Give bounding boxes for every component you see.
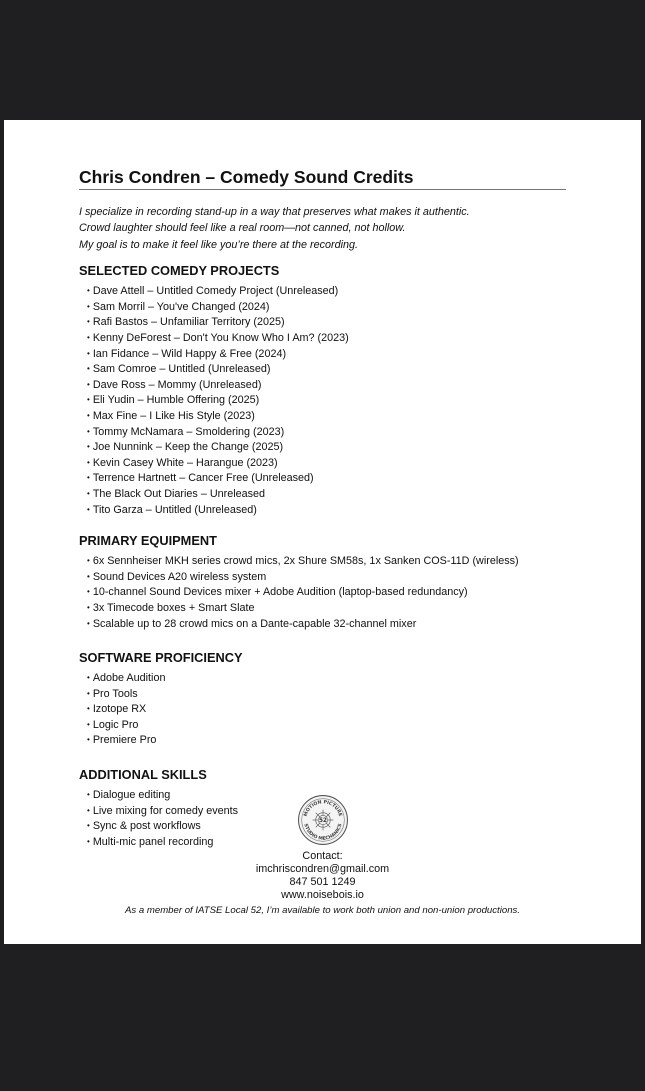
intro-paragraph: [79, 204, 566, 253]
bullet-icon: •: [87, 587, 90, 597]
bullet-icon: •: [87, 688, 90, 698]
union-note: As a member of IATSE Local 52, I’m available to work both union and non-union productions.: [125, 905, 520, 916]
list-item-text: Izotope RX: [92, 703, 147, 716]
list-item-text: Kevin Casey White – Harangue (2023): [92, 456, 278, 469]
resume-content: [79, 166, 566, 850]
contact-label: Contact:: [302, 850, 343, 862]
bullet-icon: •: [87, 457, 90, 467]
bullet-icon: •: [87, 504, 90, 514]
list-item-text: Tito Garza – Untitled (Unreleased): [92, 503, 257, 516]
list-item-text: Dave Attell – Untitled Comedy Project (Unreleased): [92, 285, 339, 298]
list-item-text: Joe Nunnink – Keep the Change (2025): [92, 441, 284, 454]
page-title: Chris Condren – Comedy Sound Credits: [79, 166, 566, 190]
list-item: [87, 687, 566, 703]
list-item-text: Ian Fidance – Wild Happy & Free (2024): [92, 347, 287, 360]
bullet-icon: •: [87, 410, 90, 420]
list-item-text: Scalable up to 28 crowd mics on a Dante-capable 32-channel mixer: [92, 617, 417, 630]
seal-number: 52: [319, 818, 327, 825]
list-item-text: Sync & post workflows: [92, 820, 201, 833]
intro-line: My goal is to make it feel like you’re there at the recording.: [79, 238, 359, 251]
list-item: [87, 487, 566, 503]
list-item-text: Eli Yudin – Humble Offering (2025): [92, 394, 260, 407]
seal-top-text: MOTION PICTURE: [303, 800, 343, 818]
contact-block: [8, 850, 637, 917]
list-item-text: Dave Ross – Mommy (Unreleased): [92, 378, 262, 391]
bullet-icon: •: [87, 704, 90, 714]
list-item: [87, 702, 566, 718]
list-item: [87, 554, 566, 570]
bullet-icon: •: [87, 426, 90, 436]
list-item-text: Live mixing for comedy events: [92, 804, 239, 817]
bullet-icon: •: [87, 571, 90, 581]
projects-heading: SELECTED COMEDY PROJECTS: [79, 263, 280, 279]
list-item: [87, 585, 566, 601]
bullet-icon: •: [87, 395, 90, 405]
list-item: [87, 393, 566, 409]
list-item-text: Multi-mic panel recording: [92, 835, 214, 848]
bullet-icon: •: [87, 473, 90, 483]
bullet-icon: •: [87, 286, 90, 296]
bullet-icon: •: [87, 790, 90, 800]
list-item-text: The Black Out Diaries – Unreleased: [92, 487, 266, 500]
bullet-icon: •: [87, 379, 90, 389]
bullet-icon: •: [87, 673, 90, 683]
list-item-text: 10-channel Sound Devices mixer + Adobe Audition (laptop-based redundancy): [92, 586, 468, 599]
list-item-text: Sam Morril – You've Changed (2024): [92, 300, 270, 313]
list-item-text: Rafi Bastos – Unfamiliar Territory (2025): [92, 316, 285, 329]
bullet-icon: •: [87, 364, 90, 374]
bullet-icon: •: [87, 719, 90, 729]
intro-line: I specialize in recording stand-up in a way that preserves what makes it authentic.: [79, 206, 470, 218]
list-item: [87, 671, 566, 687]
list-item: [87, 570, 566, 586]
list-item-text: Sam Comroe – Untitled (Unreleased): [92, 363, 271, 376]
list-item-text: Premiere Pro: [92, 734, 157, 747]
list-item-text: Max Fine – I Like His Style (2023): [92, 409, 255, 422]
iatse-local-52-seal-icon: [297, 794, 349, 846]
skills-row: [79, 788, 566, 850]
equipment-heading: PRIMARY EQUIPMENT: [79, 533, 217, 549]
bullet-icon: •: [87, 836, 90, 846]
bullet-icon: •: [87, 317, 90, 327]
list-item: [87, 440, 566, 456]
list-item-text: 6x Sennheiser MKH series crowd mics, 2x Shure SM58s, 1x Sanken COS-11D (wireless): [92, 555, 519, 568]
bullet-icon: •: [87, 301, 90, 311]
list-item: [87, 733, 566, 749]
intro-line: Crowd laughter should feel like a real room—not canned, not hollow.: [79, 222, 406, 235]
list-item-text: Dialogue editing: [92, 789, 171, 802]
list-item: [87, 362, 566, 378]
list-item-text: Sound Devices A20 wireless system: [92, 570, 267, 583]
software-heading: SOFTWARE PROFICIENCY: [79, 650, 243, 666]
bullet-icon: •: [87, 735, 90, 745]
list-item-text: Adobe Audition: [92, 672, 166, 685]
bullet-icon: •: [87, 442, 90, 452]
bullet-icon: •: [87, 556, 90, 566]
resume-page: [4, 120, 641, 944]
list-item-text: Tommy McNamara – Smoldering (2023): [92, 425, 285, 438]
list-item: [87, 331, 566, 347]
seal-bottom-text: STUDIO MECHANICS: [302, 823, 344, 842]
list-item-text: Terrence Hartnett – Cancer Free (Unreleased): [92, 472, 314, 485]
list-item: [87, 601, 566, 617]
list-item: [87, 300, 566, 316]
contact-phone[interactable]: 847 501 1249: [289, 876, 356, 888]
projects-list: [79, 284, 566, 518]
software-list: [79, 671, 566, 749]
list-item: [87, 425, 566, 441]
list-item-text: Kenny DeForest – Don't You Know Who I Am? (2023): [92, 332, 349, 344]
list-item: [87, 503, 566, 519]
bullet-icon: •: [87, 805, 90, 815]
list-item: [87, 347, 566, 363]
bullet-icon: •: [87, 348, 90, 358]
bullet-icon: •: [87, 821, 90, 831]
bullet-icon: •: [87, 602, 90, 612]
list-item-text: 3x Timecode boxes + Smart Slate: [92, 601, 255, 614]
list-item: [87, 617, 566, 633]
list-item: [87, 378, 566, 394]
list-item: [87, 284, 566, 300]
list-item-text: Logic Pro: [92, 718, 139, 731]
contact-email[interactable]: imchriscondren@gmail.com: [255, 863, 390, 875]
bullet-icon: •: [87, 488, 90, 498]
bullet-icon: •: [87, 618, 90, 628]
list-item: [87, 409, 566, 425]
list-item: [87, 315, 566, 331]
skills-heading: ADDITIONAL SKILLS: [79, 767, 207, 783]
contact-website[interactable]: www.noisebois.io: [281, 889, 364, 901]
list-item: [87, 471, 566, 487]
list-item: [87, 456, 566, 472]
list-item-text: Pro Tools: [92, 687, 138, 700]
bullet-icon: •: [87, 333, 90, 342]
list-item: [87, 718, 566, 734]
equipment-list: [79, 554, 566, 632]
